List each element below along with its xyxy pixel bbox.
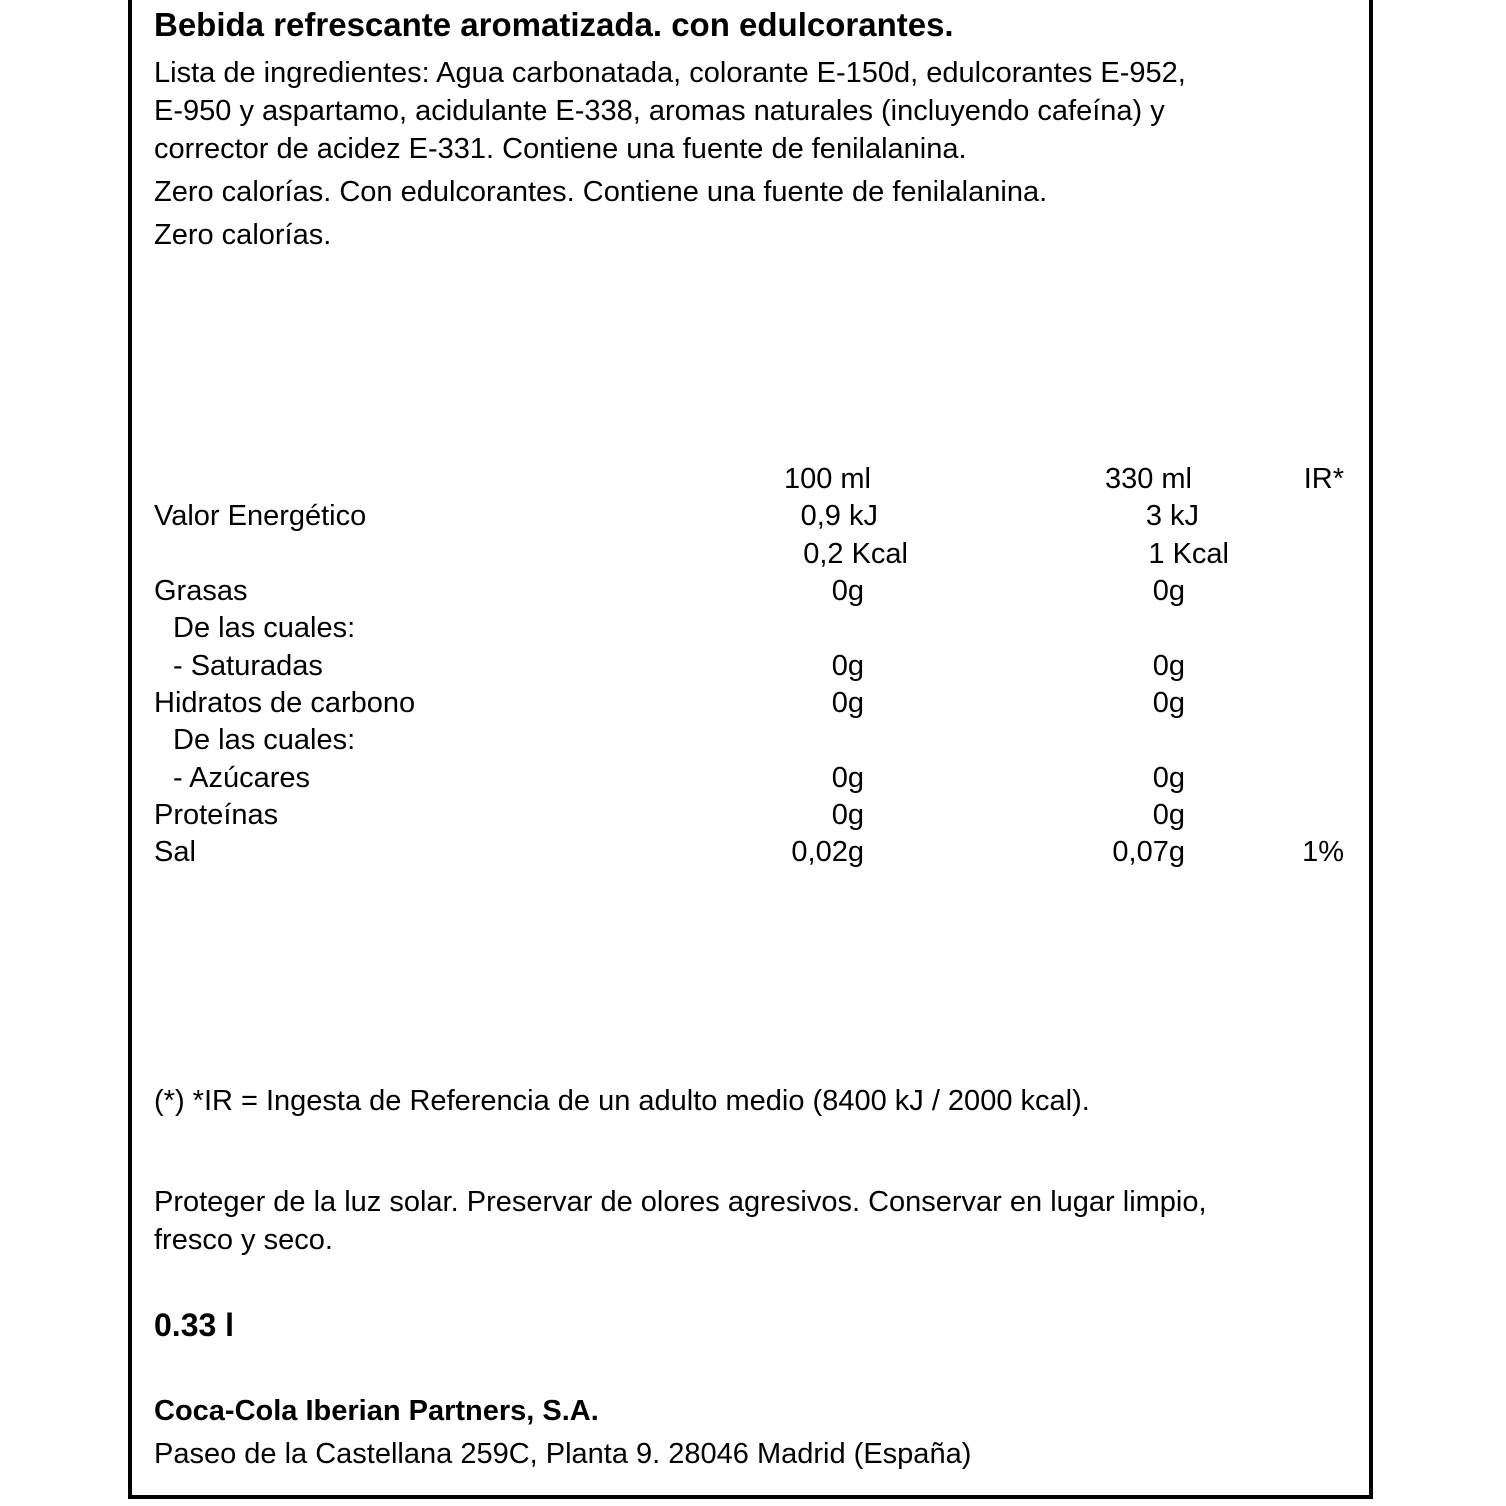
- nutrient-ir: 1%: [1302, 836, 1344, 868]
- storage-line-2: fresco y seco.: [154, 1224, 333, 1256]
- ingredients-line-3: corrector de acidez E-331. Contiene una fuente de fenilalanina.: [154, 133, 967, 165]
- header-per-330ml: 330 ml: [1104, 463, 1192, 495]
- energy-label: Valor Energético: [154, 500, 367, 532]
- energy-kcal-330: 1 Kcal: [1148, 538, 1229, 570]
- nutrient-value-100: 0,02g: [791, 836, 864, 868]
- nutrient-value-330: 0g: [1152, 575, 1185, 607]
- nutrient-value-100: 0g: [831, 575, 864, 607]
- nutrient-label: - Saturadas: [173, 650, 323, 682]
- nutrient-sublabel: De las cuales:: [173, 724, 356, 756]
- nutrient-value-100: 0g: [831, 799, 864, 831]
- nutrient-label: Hidratos de carbono: [154, 687, 416, 719]
- nutrient-value-330: 0,07g: [1112, 836, 1185, 868]
- claim-line-2: Zero calorías.: [154, 219, 332, 251]
- energy-kj-100: 0,9 kJ: [800, 500, 878, 532]
- nutrient-value-330: 0g: [1152, 762, 1185, 794]
- net-volume: 0.33 l: [154, 1307, 235, 1343]
- product-title: Bebida refrescante aromatizada. con edulcorantes.: [154, 6, 954, 43]
- ingredients-line-2: E-950 y aspartamo, acidulante E-338, aromas naturales (incluyendo cafeína) y: [154, 95, 1165, 127]
- nutrient-label: - Azúcares: [173, 762, 310, 794]
- claim-line-1: Zero calorías. Con edulcorantes. Contiene una fuente de fenilalanina.: [154, 176, 1048, 208]
- ingredients-line-1: Lista de ingredientes: Agua carbonatada, colorante E-150d, edulcorantes E-952,: [154, 57, 1186, 89]
- nutrient-label: Proteínas: [154, 799, 279, 831]
- energy-kj-330: 3 kJ: [1145, 500, 1199, 532]
- ir-footnote: (*) *IR = Ingesta de Referencia de un adulto medio (8400 kJ / 2000 kcal).: [154, 1085, 1090, 1117]
- nutrient-value-330: 0g: [1152, 650, 1185, 682]
- header-per-100ml: 100 ml: [783, 463, 871, 495]
- nutrient-label: Sal: [154, 836, 196, 868]
- header-ir: IR*: [1303, 463, 1344, 495]
- energy-kcal-100: 0,2 Kcal: [803, 538, 908, 570]
- nutrient-label: Grasas: [154, 575, 248, 607]
- nutrient-value-330: 0g: [1152, 687, 1185, 719]
- storage-line-1: Proteger de la luz solar. Preservar de olores agresivos. Conservar en lugar limpio,: [154, 1186, 1207, 1218]
- nutrient-sublabel: De las cuales:: [173, 612, 356, 644]
- nutrient-value-100: 0g: [831, 650, 864, 682]
- manufacturer-address: Paseo de la Castellana 259C, Planta 9. 28046 Madrid (España): [154, 1438, 972, 1470]
- nutrient-value-100: 0g: [831, 687, 864, 719]
- nutrient-value-330: 0g: [1152, 799, 1185, 831]
- manufacturer-name: Coca-Cola Iberian Partners, S.A.: [154, 1395, 599, 1427]
- nutrient-value-100: 0g: [831, 762, 864, 794]
